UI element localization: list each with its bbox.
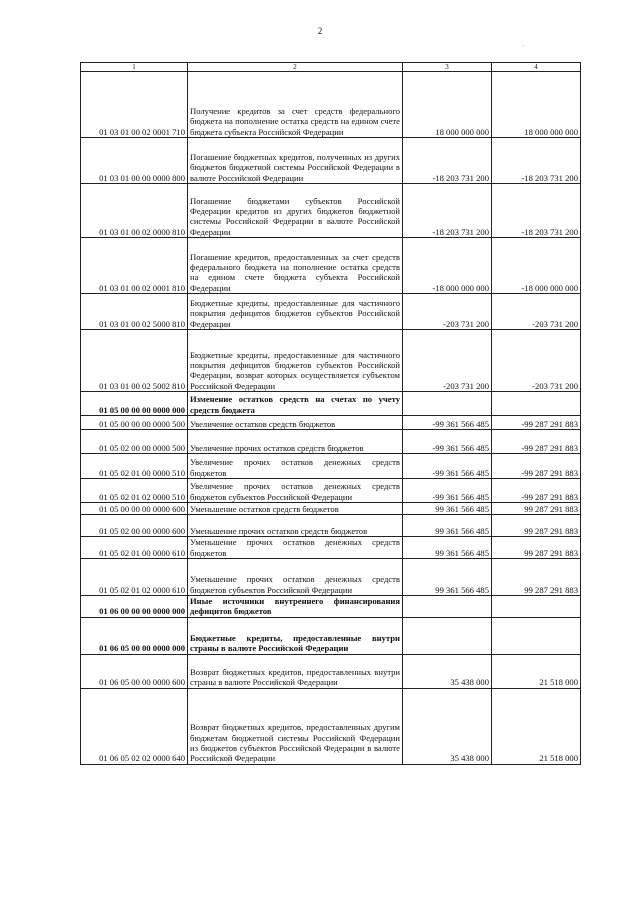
page-number: 2 (317, 26, 323, 36)
budget-code-cell: 01 05 02 00 00 0000 600 (81, 515, 188, 537)
table-row (81, 72, 581, 138)
table-row (81, 479, 581, 503)
description-cell: Увеличение прочих остатков денежных средств бюджетов субъектов Российской Федерации (188, 479, 403, 503)
table-row (81, 454, 581, 479)
description-cell: Иные источники внутреннего финансирования дефицитов бюджетов (188, 596, 403, 618)
value-year2-cell: 99 287 291 883 (492, 537, 581, 559)
budget-code-cell: 01 03 01 00 02 5000 810 (81, 294, 188, 330)
table-row (81, 503, 581, 515)
description-cell: Возврат бюджетных кредитов, предоставленных другим бюджетам бюджетной системы Российской Федерации из бюджетов субъектов Российской Федерации в валюте Российской Федерации (188, 688, 403, 764)
value-year2-cell: 99 287 291 883 (492, 503, 581, 515)
description-cell: Уменьшение прочих остатков средств бюджетов (188, 515, 403, 537)
value-year1-cell: 99 361 566 485 (403, 503, 492, 515)
value-year2-cell: -18 203 731 200 (492, 138, 581, 184)
budget-code-cell: 01 06 00 00 00 0000 000 (81, 596, 188, 618)
value-year2-cell (492, 392, 581, 416)
table-row (81, 294, 581, 330)
value-year1-cell: -18 203 731 200 (403, 138, 492, 184)
description-cell: Получение кредитов за счет средств федерального бюджета на пополнение остатка средств на едином счете бюджета субъекта Российской Федерации (188, 72, 403, 138)
value-year1-cell: -99 361 566 485 (403, 430, 492, 454)
description-cell: Увеличение остатков средств бюджетов (188, 416, 403, 430)
budget-code-cell: 01 05 02 01 00 0000 510 (81, 454, 188, 479)
value-year2-cell: -99 287 291 883 (492, 416, 581, 430)
description-cell: Погашение кредитов, предоставленных за счет средств федерального бюджета на пополнение остатка средств на едином счете бюджета субъекта Российской Федерации (188, 238, 403, 294)
table-header-row (81, 63, 581, 72)
description-cell: Уменьшение прочих остатков денежных средств бюджетов субъектов Российской Федерации (188, 559, 403, 596)
description-cell: Уменьшение прочих остатков денежных средств бюджетов (188, 537, 403, 559)
budget-code-cell: 01 05 02 01 02 0000 510 (81, 479, 188, 503)
value-year2-cell: -203 731 200 (492, 330, 581, 392)
table-row (81, 617, 581, 654)
value-year1-cell: -99 361 566 485 (403, 479, 492, 503)
value-year1-cell: -18 000 000 000 (403, 238, 492, 294)
description-cell: Погашение бюджетных кредитов, полученных из других бюджетов бюджетной системы Российской Федерации в валюте Российской Федерации (188, 138, 403, 184)
value-year2-cell: -99 287 291 883 (492, 430, 581, 454)
budget-code-cell: 01 05 02 00 00 0000 500 (81, 430, 188, 454)
value-year2-cell: -99 287 291 883 (492, 454, 581, 479)
description-cell: Уменьшение остатков средств бюджетов (188, 503, 403, 515)
value-year1-cell (403, 596, 492, 618)
budget-code-cell: 01 03 01 00 02 5002 810 (81, 330, 188, 392)
table-row (81, 430, 581, 454)
value-year1-cell: 35 438 000 (403, 654, 492, 688)
table-row (81, 138, 581, 184)
value-year1-cell: -99 361 566 485 (403, 416, 492, 430)
value-year2-cell: 99 287 291 883 (492, 515, 581, 537)
value-year1-cell: 99 361 566 485 (403, 515, 492, 537)
value-year1-cell: -203 731 200 (403, 294, 492, 330)
value-year2-cell: -203 731 200 (492, 294, 581, 330)
description-cell: Погашение бюджетами субъектов Российской Федерации кредитов из других бюджетов бюджетной системы Российской Федерации в валюте Российской Федерации (188, 184, 403, 238)
budget-code-cell: 01 06 05 00 00 0000 000 (81, 617, 188, 654)
column-header: 2 (188, 63, 403, 72)
value-year2-cell: 21 518 000 (492, 654, 581, 688)
budget-sources-table (80, 62, 581, 765)
description-cell: Увеличение прочих остатков денежных средств бюджетов (188, 454, 403, 479)
column-header: 4 (492, 63, 581, 72)
table-row (81, 515, 581, 537)
budget-code-cell: 01 05 02 01 02 0000 610 (81, 559, 188, 596)
description-cell: Бюджетные кредиты, предоставленные для частичного покрытия дефицитов бюджетов субъектов Российской Федерации, возврат которых осуществляется субъектом Российской Федерации (188, 330, 403, 392)
value-year1-cell: 35 438 000 (403, 688, 492, 764)
budget-code-cell: 01 05 00 00 00 0000 600 (81, 503, 188, 515)
margin-mark: · (522, 42, 525, 50)
value-year2-cell (492, 617, 581, 654)
table-row (81, 184, 581, 238)
value-year2-cell: 21 518 000 (492, 688, 581, 764)
value-year2-cell: 18 000 000 000 (492, 72, 581, 138)
description-cell: Увеличение прочих остатков средств бюджетов (188, 430, 403, 454)
budget-code-cell: 01 05 02 01 00 0000 610 (81, 537, 188, 559)
column-header: 3 (403, 63, 492, 72)
value-year2-cell (492, 596, 581, 618)
budget-code-cell: 01 06 05 02 02 0000 640 (81, 688, 188, 764)
value-year1-cell: 99 361 566 485 (403, 537, 492, 559)
description-cell: Бюджетные кредиты, предоставленные внутри страны в валюте Российской Федерации (188, 617, 403, 654)
budget-code-cell: 01 06 05 00 00 0000 600 (81, 654, 188, 688)
table-row (81, 688, 581, 764)
value-year1-cell: -18 203 731 200 (403, 184, 492, 238)
value-year1-cell (403, 617, 492, 654)
value-year2-cell: -18 000 000 000 (492, 238, 581, 294)
value-year2-cell: 99 287 291 883 (492, 559, 581, 596)
table-row (81, 416, 581, 430)
value-year1-cell (403, 392, 492, 416)
value-year1-cell: 18 000 000 000 (403, 72, 492, 138)
budget-code-cell: 01 05 00 00 00 0000 000 (81, 392, 188, 416)
budget-code-cell: 01 03 01 00 02 0001 810 (81, 238, 188, 294)
budget-code-cell: 01 05 00 00 00 0000 500 (81, 416, 188, 430)
table-row (81, 559, 581, 596)
value-year2-cell: -18 203 731 200 (492, 184, 581, 238)
description-cell: Возврат бюджетных кредитов, предоставленных внутри страны в валюте Российской Федерации (188, 654, 403, 688)
column-header: 1 (81, 63, 188, 72)
value-year1-cell: -203 731 200 (403, 330, 492, 392)
table-row (81, 330, 581, 392)
table-row (81, 596, 581, 618)
description-cell: Бюджетные кредиты, предоставленные для частичного покрытия дефицитов бюджетов субъектов Российской Федерации (188, 294, 403, 330)
value-year1-cell: 99 361 566 485 (403, 559, 492, 596)
value-year2-cell: -99 287 291 883 (492, 479, 581, 503)
budget-code-cell: 01 03 01 00 02 0000 810 (81, 184, 188, 238)
description-cell: Изменение остатков средств на счетах по учету средств бюджета (188, 392, 403, 416)
table-row (81, 238, 581, 294)
table-row (81, 654, 581, 688)
value-year1-cell: -99 361 566 485 (403, 454, 492, 479)
budget-code-cell: 01 03 01 00 02 0001 710 (81, 72, 188, 138)
budget-code-cell: 01 03 01 00 00 0000 800 (81, 138, 188, 184)
table-row (81, 392, 581, 416)
table-row (81, 537, 581, 559)
